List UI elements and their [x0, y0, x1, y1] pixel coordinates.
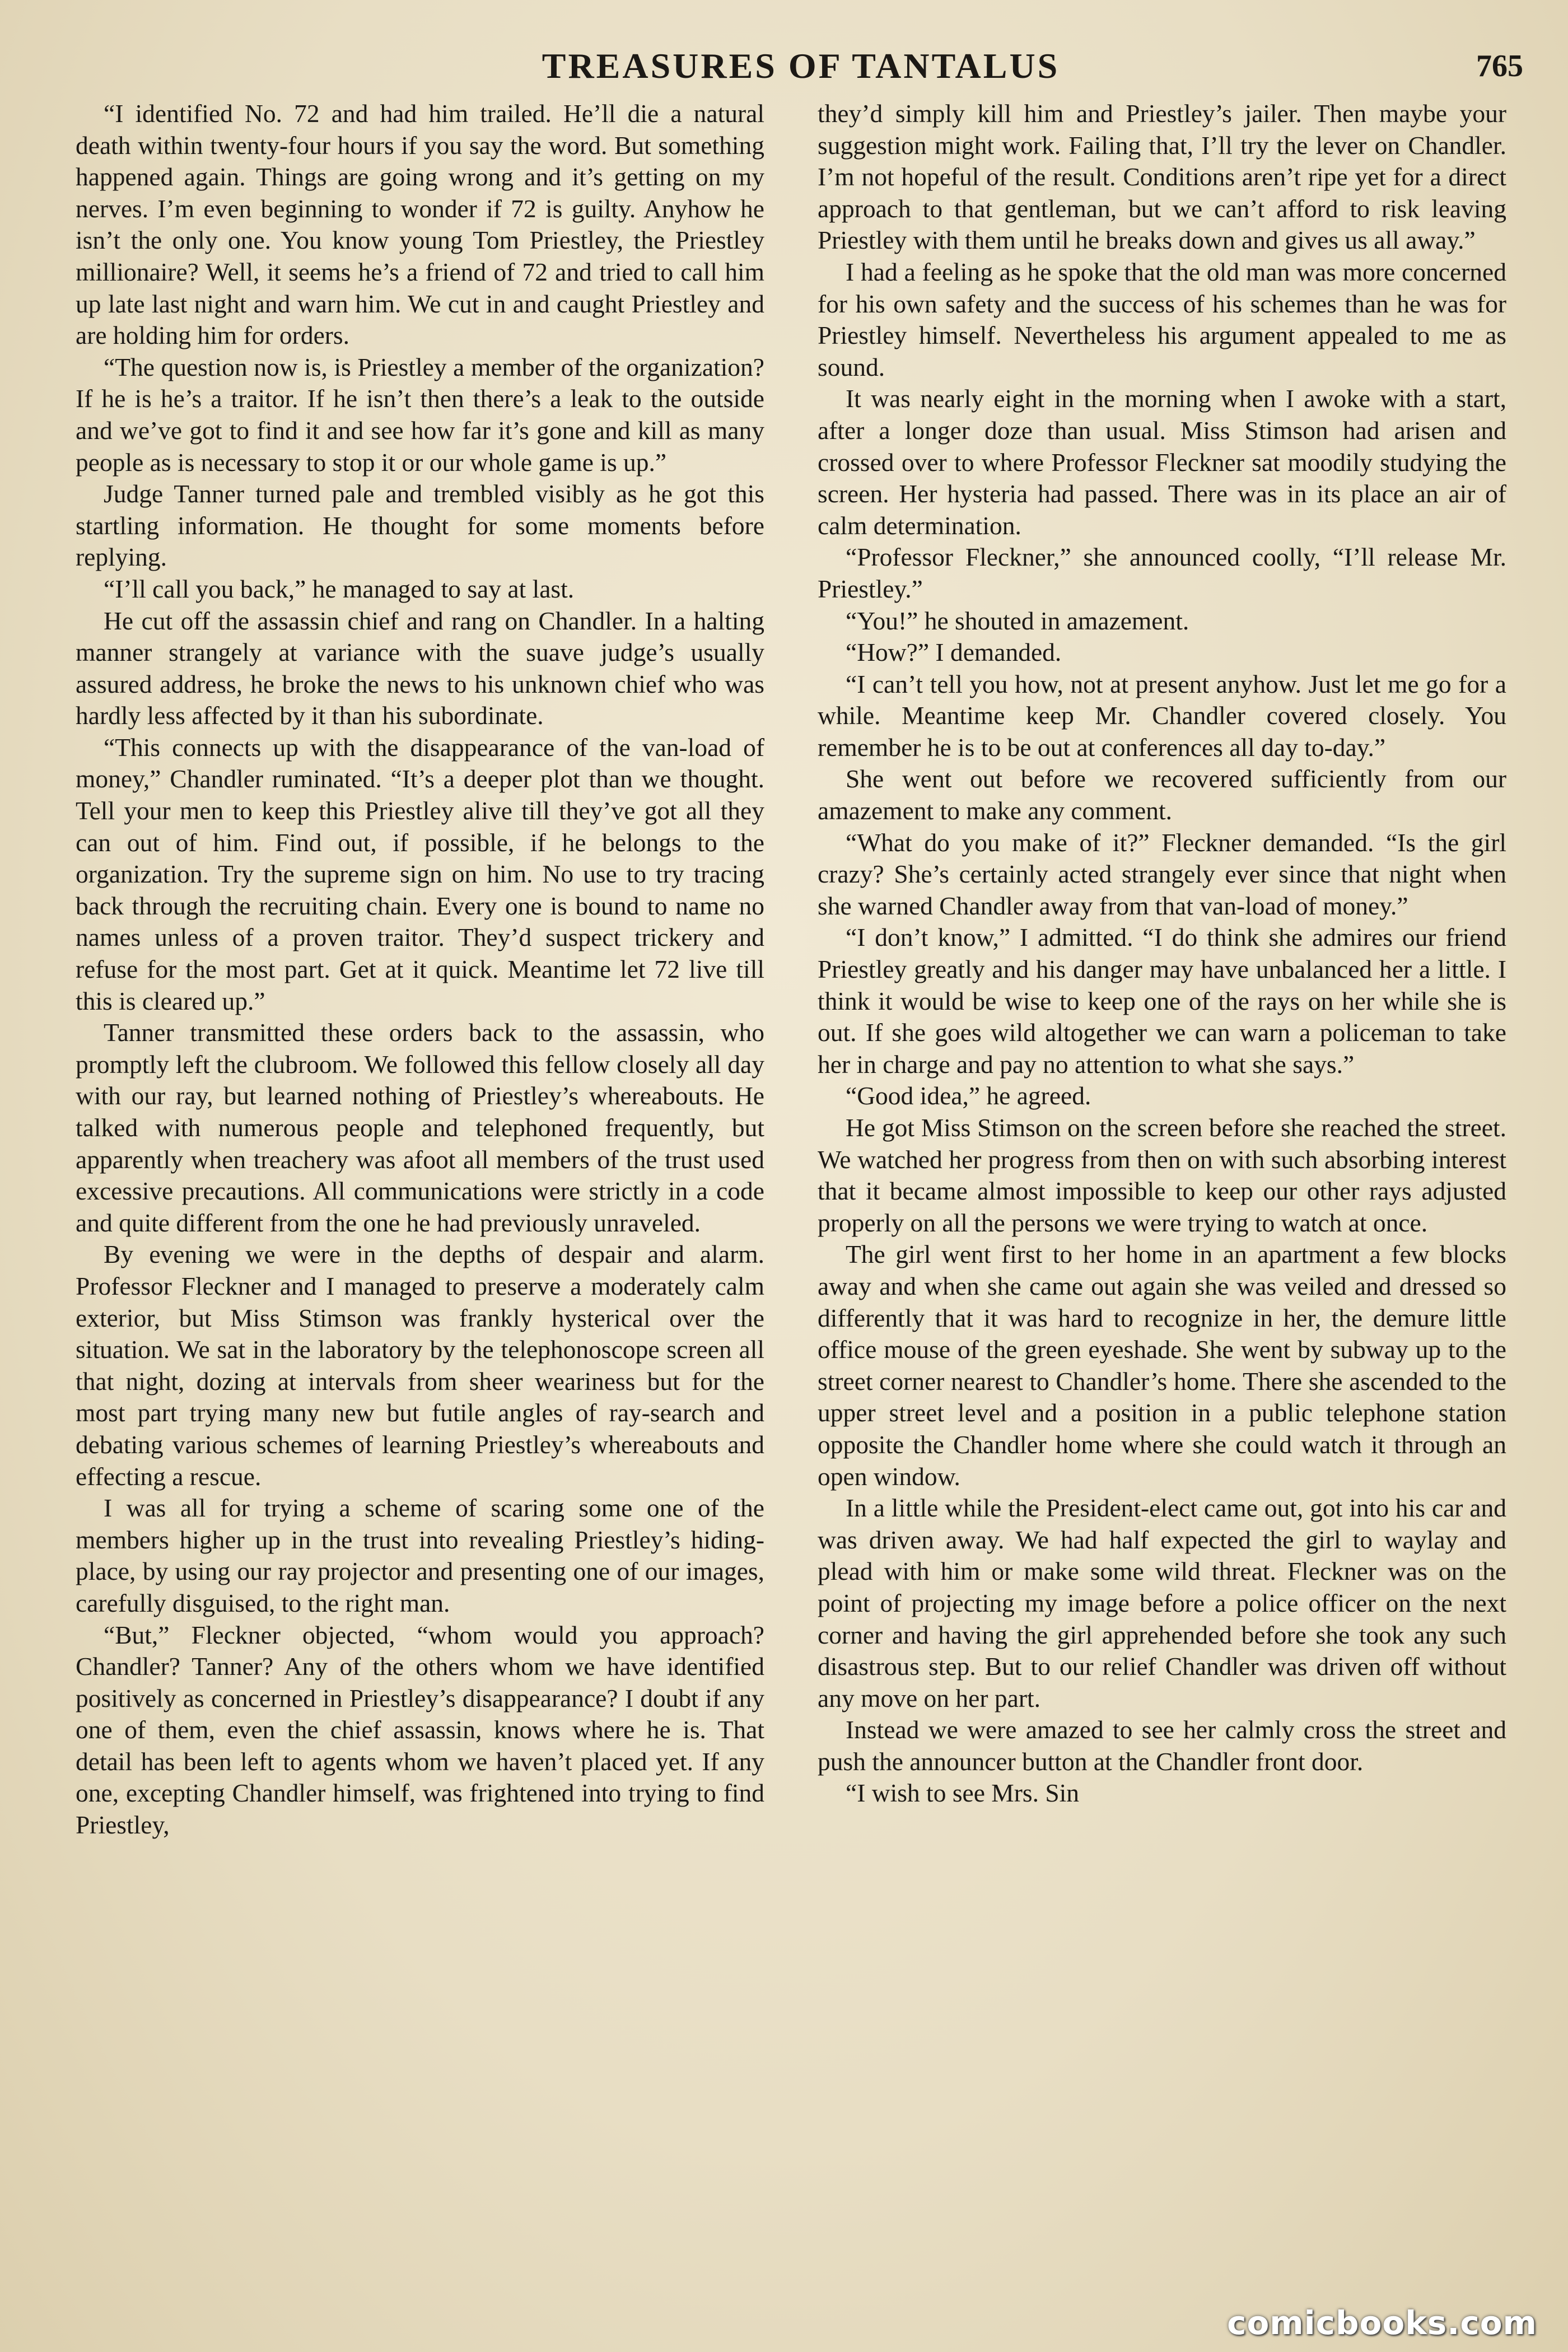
- paragraph: “I’ll call you back,” he managed to say at last.: [104, 574, 575, 603]
- paragraph: Judge Tanner turned pale and trembled visibly as he got this startling information. He thought for some moments before replying.: [76, 479, 764, 572]
- running-title: TREASURES OF TANTALUS: [542, 46, 1060, 86]
- paragraph: Instead we were amazed to see her calmly cross the street and push the announcer button at the Chandler front door.: [818, 1715, 1506, 1776]
- paragraph: In a little while the President-elect came out, got into his car and was driven away. We had half expected the girl to waylay and plead with him or make some wild threat. Fleckner was on the point of projecting my image before a police officer on the next corner and having the girl apprehended before she took any such disastrous step. But to our relief Chandler was driven off without any move on her part.: [818, 1494, 1506, 1712]
- paragraph: He cut off the assassin chief and rang on Chandler. In a halting manner strangely at variance with the suave judge’s usually assured address, he broke the news to his unknown chief who was hardly less affected by it than his subordinate.: [76, 606, 764, 730]
- paragraph: He got Miss Stimson on the screen before she reached the street. We watched her progress from then on with such absorbing interest that it became almost impossible to keep our other rays adjusted properly on all the persons we were trying to watch at once.: [818, 1113, 1506, 1237]
- paragraph: The girl went first to her home in an apartment a few blocks away and when she came out again she was veiled and dressed so differently that it was hard to recognize in her, the demure little office mouse of the green eyeshade. She went by subway up to the street corner nearest to Chandler’s home. There she ascended to the upper street level and a position in a public telephone station opposite the Chandler home where she could watch it through an open window.: [818, 1240, 1506, 1491]
- paragraph: “I wish to see Mrs. Sin: [846, 1779, 1080, 1808]
- paragraph: “The question now is, is Priestley a member of the organization? If he is he’s a traitor. If he isn’t then there’s a leak to the outside and we’ve got to find it and see how far it’s gone and kill as many people as is necessary to stop it or our whole game is up.”: [76, 352, 764, 477]
- page-header: [73, 39, 1529, 93]
- paragraph: “Professor Fleckner,” she announced coolly, “I’ll release Mr. Priestley.”: [818, 543, 1506, 603]
- paragraph: “Good idea,” he agreed.: [846, 1081, 1091, 1110]
- paragraph: Tanner transmitted these orders back to the assassin, who promptly left the clubroom. We followed this fellow closely all day with our ray, but learned nothing of Priestley’s whereabouts. He talked with numerous people and telephoned frequently, but apparently when treachery was afoot all members of the trust used excessive precautions. All communications were strictly in a code and quite different from the one he had previously unraveled.: [76, 1018, 764, 1237]
- paragraph: they’d simply kill him and Priestley’s jailer. Then maybe your suggestion might work. Failing that, I’ll try the lever on Chandler. I’m not hopeful of the result. Conditions aren’t ripe yet for a direct approach to that gentleman, but we can’t afford to risk leaving Priestley with them until he breaks down and gives us all away.”: [818, 99, 1506, 255]
- paragraph: “What do you make of it?” Fleckner demanded. “Is the girl crazy? She’s certainly acted strangely ever since that night when she warned Chandler away from that van-load of money.”: [818, 828, 1506, 920]
- left-column: [76, 98, 764, 2316]
- paragraph: She went out before we recovered sufficiently from our amazement to make any comment.: [818, 764, 1506, 825]
- right-column: [818, 98, 1506, 2316]
- paragraph: I was all for trying a scheme of scaring some one of the members higher up in the trust into revealing Priestley’s hiding-place, by using our ray projector and presenting one of our images, carefully disguised, to the right man.: [76, 1494, 764, 1617]
- paragraph: It was nearly eight in the morning when I awoke with a start, after a longer doze than usual. Miss Stimson had arisen and crossed over to where Professor Fleckner sat moodily studying the screen. Her hysteria had passed. There was in its place an air of calm determination.: [818, 384, 1506, 540]
- paragraph: “This connects up with the disappearance of the van-load of money,” Chandler ruminated. “It’s a deeper plot than we thought. Tell your men to keep this Priestley alive till they’ve got all they can out of him. Find out, if possible, if he belongs to the organization. Try the supreme sign on him. No use to try tracing back through the recruiting chain. Every one is bound to name no names unless of a proven traitor. They’d suspect trickery and refuse for the most part. Get at it quick. Meantime let 72 live till this is cleared up.”: [76, 732, 764, 1015]
- site-watermark: comicbooks.com: [1227, 2304, 1537, 2342]
- page-number: 765: [1476, 49, 1523, 83]
- paragraph: “I identified No. 72 and had him trailed. He’ll die a natural death within twenty-four hours if you say the word. But something happened again. Things are going wrong and it’s getting on my nerves. I’m even beginning to wonder if 72 is guilty. Anyhow he isn’t the only one. You know young Tom Priestley, the Priestley millionaire? Well, it seems he’s a friend of 72 and tried to call him up late last night and warn him. We cut in and caught Priestley and are holding him for orders.: [76, 99, 764, 350]
- paragraph: “I can’t tell you how, not at present anyhow. Just let me go for a while. Meantime keep Mr. Chandler covered closely. You remember he is to be out at conferences all day to-day.”: [818, 669, 1506, 762]
- paragraph: “I don’t know,” I admitted. “I do think she admires our friend Priestley greatly and his danger may have unbalanced her a little. I think it would be wise to keep one of the rays on her while she is out. If she goes wild altogether we can warn a policeman to take her in charge and pay no attention to what she says.”: [818, 923, 1506, 1079]
- paragraph: “How?” I demanded.: [846, 638, 1062, 667]
- paragraph: I had a feeling as he spoke that the old man was more concerned for his own safety and the success of his schemes than he was for Priestley himself. Nevertheless his argument appealed to me as sound.: [818, 257, 1506, 381]
- paragraph: “You!” he shouted in amazement.: [846, 606, 1189, 635]
- paragraph: “But,” Fleckner objected, “whom would you approach? Chandler? Tanner? Any of the others whom we have identified positively as concerned in Priestley’s disappearance? I doubt if any one of them, even the chief assassin, knows where he is. That detail has been left to agents whom we haven’t placed yet. If any one, excepting Chandler himself, was frightened into trying to find Priestley,: [76, 1620, 764, 1840]
- paragraph: By evening we were in the depths of despair and alarm. Professor Fleckner and I managed to preserve a moderately calm exterior, but Miss Stimson was frankly hysterical over the situation. We sat in the laboratory by the telephonoscope screen all that night, dozing at intervals from sheer weariness but for the most part trying many new but futile angles of ray-search and debating various schemes of learning Priestley’s whereabouts and effecting a rescue.: [76, 1240, 764, 1491]
- article-body: [76, 98, 1506, 2316]
